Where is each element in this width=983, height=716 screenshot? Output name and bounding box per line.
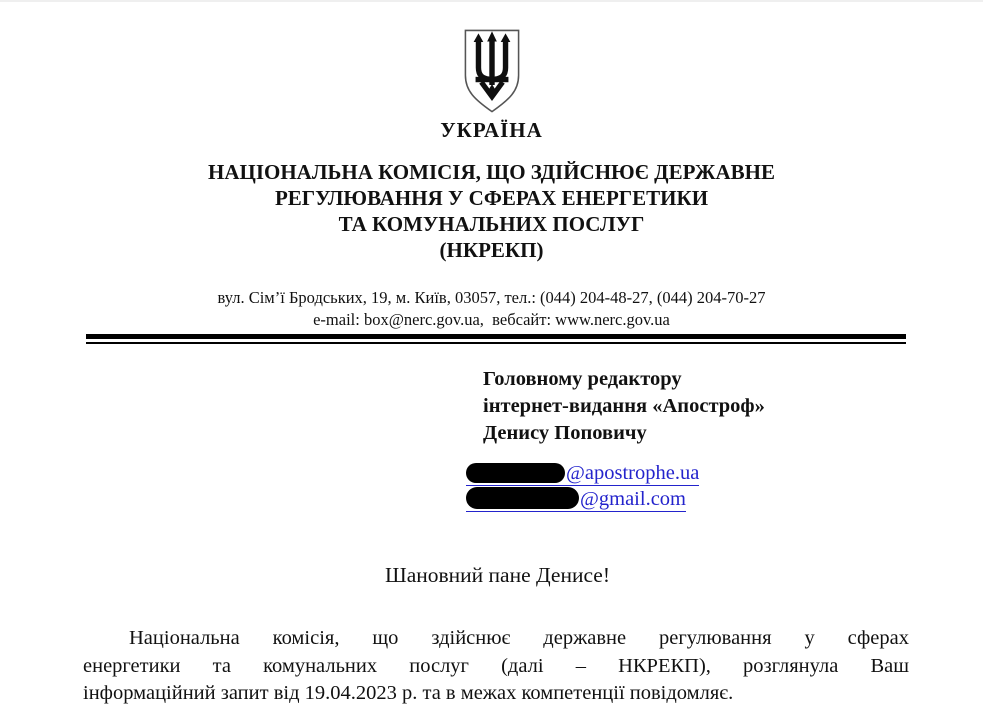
org-contact-info	[0, 287, 983, 331]
email-line-apostrophe	[466, 462, 699, 486]
org-name-line-1: НАЦІОНАЛЬНА КОМІСІЯ, ЩО ЗДІЙСНЮЄ ДЕРЖАВНЕ	[207, 160, 776, 184]
body-line-1: Національна комісія, що здійснює державне регулювання у сферах	[129, 627, 909, 649]
org-email-website: e-mail: box@nerc.gov.ua, вебсайт: www.nerc.gov.ua	[313, 310, 670, 329]
org-address-phone: вул. Сім’ї Бродських, 19, м. Київ, 03057, тел.: (044) 204-48-27, (044) 204-70-27	[217, 288, 766, 307]
email-row-2	[466, 486, 983, 512]
recipient-block	[483, 366, 983, 447]
recipient-email-block	[466, 460, 983, 512]
org-name	[0, 159, 983, 263]
letter-body	[83, 625, 909, 708]
body-line-2: енергетики та комунальних послуг (далі – НКРЕКП), розглянула Ваш	[83, 654, 909, 677]
country-name: УКРАЇНА	[440, 118, 543, 142]
ukraine-trident-emblem-icon	[461, 28, 523, 115]
org-name-line-3: ТА КОМУНАЛЬНИХ ПОСЛУГ	[338, 212, 645, 236]
email-link-gmail[interactable]: @gmail.com	[580, 488, 686, 510]
org-name-line-2: РЕГУЛЮВАННЯ У СФЕРАХ ЕНЕРГЕТИКИ	[274, 186, 709, 210]
recipient-organization: інтернет-видання «Апостроф»	[483, 395, 765, 417]
salutation: Шановний пане Денисе!	[385, 563, 610, 587]
redaction-bar	[466, 487, 579, 509]
email-line-gmail	[466, 487, 686, 512]
body-line-3: інформаційний запит від 19.04.2023 р. та в межах компетенції повідомляє.	[83, 682, 734, 704]
letterhead-divider	[86, 334, 906, 344]
recipient-title: Головному редактору	[483, 368, 682, 390]
redaction-bar	[466, 463, 565, 483]
email-link-apostrophe[interactable]: @apostrophe.ua	[566, 462, 700, 484]
recipient-name: Денису Поповичу	[483, 422, 647, 444]
email-row-1	[466, 460, 983, 486]
org-name-abbreviation: (НКРЕКП)	[439, 238, 544, 262]
